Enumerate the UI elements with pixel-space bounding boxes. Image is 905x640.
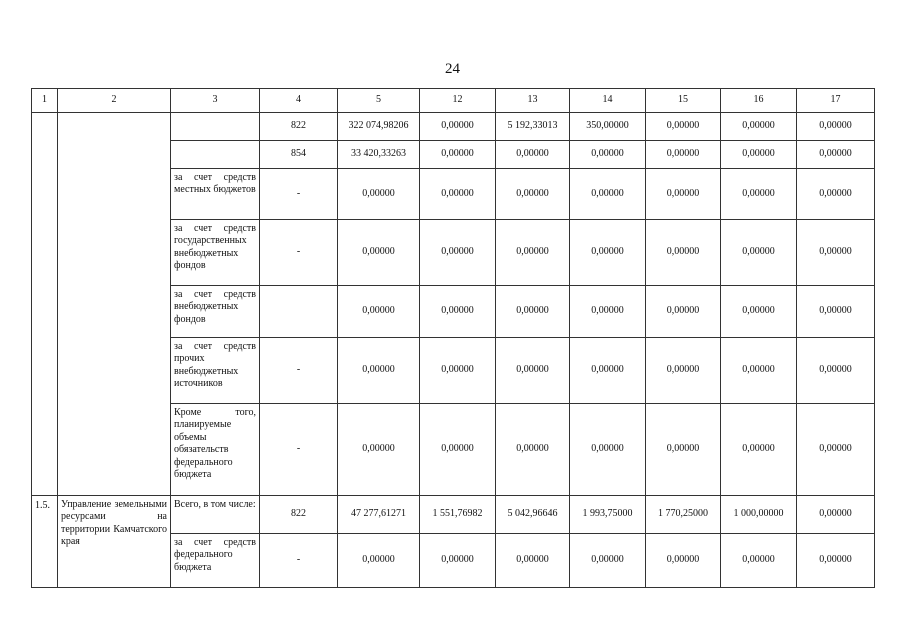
table-row: [32, 113, 875, 141]
value-cell: 0,00000: [721, 534, 797, 588]
value-cell: 0,00000: [797, 113, 875, 141]
header-cell: 2: [58, 89, 171, 113]
value-cell: 0,00000: [570, 404, 646, 496]
row-number-cell: [32, 113, 58, 496]
value-cell: 0,00000: [646, 404, 721, 496]
header-cell: 16: [721, 89, 797, 113]
header-cell: 5: [338, 89, 420, 113]
value-cell: 0,00000: [496, 534, 570, 588]
value-cell: 350,00000: [570, 113, 646, 141]
value-cell: 0,00000: [646, 169, 721, 220]
value-cell: 0,00000: [338, 220, 420, 286]
value-cell: 0,00000: [420, 113, 496, 141]
value-cell: 0,00000: [338, 169, 420, 220]
header-row: [32, 89, 875, 113]
value-cell: 1 000,00000: [721, 496, 797, 534]
value-cell: 0,00000: [496, 141, 570, 169]
value-cell: 0,00000: [797, 220, 875, 286]
value-cell: 0,00000: [646, 338, 721, 404]
table-row: [32, 496, 875, 534]
row-name-cell: [58, 113, 171, 496]
value-cell: 0,00000: [338, 404, 420, 496]
value-cell: 0,00000: [797, 534, 875, 588]
value-cell: 0,00000: [797, 404, 875, 496]
header-cell: 17: [797, 89, 875, 113]
value-cell: 0,00000: [797, 141, 875, 169]
header-cell: 12: [420, 89, 496, 113]
value-cell: 0,00000: [338, 534, 420, 588]
value-cell: 0,00000: [496, 338, 570, 404]
header-cell: 3: [171, 89, 260, 113]
value-cell: 0,00000: [570, 169, 646, 220]
code-cell: -: [260, 169, 338, 220]
header-cell: 1: [32, 89, 58, 113]
value-cell: 0,00000: [721, 169, 797, 220]
value-cell: 0,00000: [570, 220, 646, 286]
source-label-cell: за счет средств федерального бюджета: [171, 534, 260, 588]
value-cell: 0,00000: [646, 113, 721, 141]
value-cell: 0,00000: [721, 220, 797, 286]
value-cell: 0,00000: [420, 404, 496, 496]
header-cell: 13: [496, 89, 570, 113]
header-cell: 4: [260, 89, 338, 113]
code-cell: [260, 286, 338, 338]
value-cell: 0,00000: [496, 220, 570, 286]
code-cell: 822: [260, 496, 338, 534]
value-cell: 0,00000: [420, 220, 496, 286]
header-cell: 15: [646, 89, 721, 113]
value-cell: 0,00000: [570, 286, 646, 338]
value-cell: 0,00000: [420, 338, 496, 404]
value-cell: 1 770,25000: [646, 496, 721, 534]
value-cell: 0,00000: [570, 141, 646, 169]
value-cell: 0,00000: [721, 141, 797, 169]
source-label-cell: за счет средств государственных внебюджетных фондов: [171, 220, 260, 286]
code-cell: 822: [260, 113, 338, 141]
code-cell: -: [260, 220, 338, 286]
code-cell: -: [260, 404, 338, 496]
value-cell: 0,00000: [496, 286, 570, 338]
value-cell: 0,00000: [646, 141, 721, 169]
value-cell: 0,00000: [646, 286, 721, 338]
value-cell: 0,00000: [338, 286, 420, 338]
value-cell: 0,00000: [797, 286, 875, 338]
code-cell: -: [260, 534, 338, 588]
value-cell: 0,00000: [420, 169, 496, 220]
value-cell: 5 192,33013: [496, 113, 570, 141]
source-label-cell: за счет средств внебюджетных фондов: [171, 286, 260, 338]
budget-table: [31, 88, 875, 588]
source-label-cell: Кроме того, планируемые объемы обязательств федерального бюджета: [171, 404, 260, 496]
code-cell: -: [260, 338, 338, 404]
value-cell: 0,00000: [338, 338, 420, 404]
value-cell: 0,00000: [721, 338, 797, 404]
value-cell: 0,00000: [646, 534, 721, 588]
value-cell: 0,00000: [420, 286, 496, 338]
value-cell: 1 993,75000: [570, 496, 646, 534]
section-name-cell: Управление земельными ресурсами на территории Камчатского края: [58, 496, 171, 588]
source-label-cell: за счет средств прочих внебюджетных источников: [171, 338, 260, 404]
page-number: 24: [445, 61, 460, 77]
value-cell: 0,00000: [721, 286, 797, 338]
value-cell: 1 551,76982: [420, 496, 496, 534]
value-cell: 0,00000: [646, 220, 721, 286]
header-cell: 14: [570, 89, 646, 113]
value-cell: 33 420,33263: [338, 141, 420, 169]
value-cell: 0,00000: [496, 169, 570, 220]
source-label-cell: [171, 141, 260, 169]
section-number-cell: 1.5.: [32, 496, 58, 588]
value-cell: 0,00000: [496, 404, 570, 496]
value-cell: 0,00000: [721, 113, 797, 141]
value-cell: 0,00000: [570, 338, 646, 404]
code-cell: 854: [260, 141, 338, 169]
source-label-cell: Всего, в том числе:: [171, 496, 260, 534]
value-cell: 322 074,98206: [338, 113, 420, 141]
value-cell: 0,00000: [570, 534, 646, 588]
source-label-cell: за счет средств местных бюджетов: [171, 169, 260, 220]
value-cell: 0,00000: [420, 534, 496, 588]
value-cell: 47 277,61271: [338, 496, 420, 534]
value-cell: 5 042,96646: [496, 496, 570, 534]
value-cell: 0,00000: [721, 404, 797, 496]
value-cell: 0,00000: [797, 496, 875, 534]
value-cell: 0,00000: [797, 169, 875, 220]
source-label-cell: [171, 113, 260, 141]
value-cell: 0,00000: [797, 338, 875, 404]
value-cell: 0,00000: [420, 141, 496, 169]
